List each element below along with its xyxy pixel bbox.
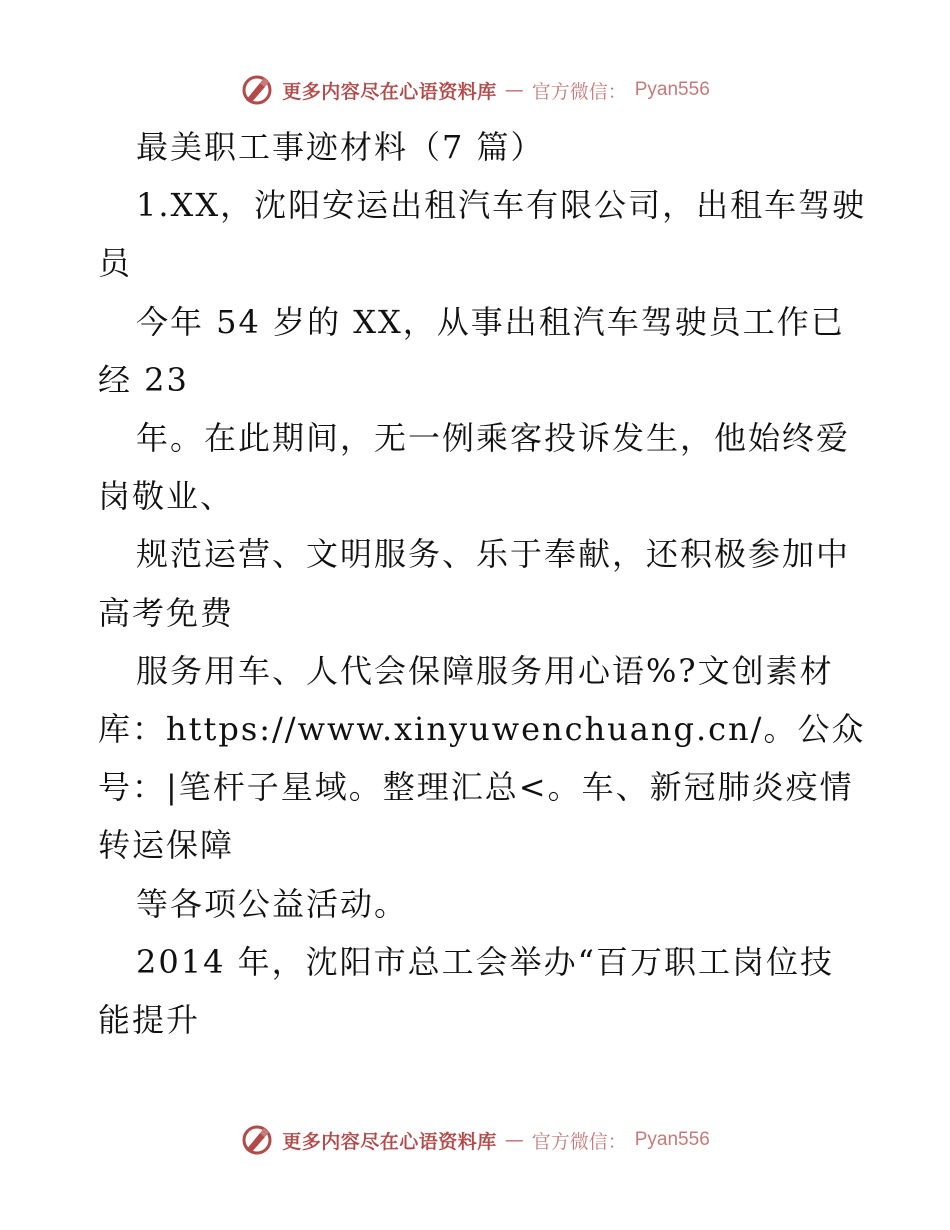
banner-separator: — <box>504 1129 524 1151</box>
footer-watermark-banner <box>0 1120 950 1160</box>
pen-logo-icon <box>240 1123 274 1157</box>
text-line: 今年 54 岁的 XX，从事出租汽车驾驶员工作已 <box>136 302 845 341</box>
text-line: 高考免费 <box>98 593 235 632</box>
banner-title: 更多内容尽在心语资料库 <box>282 1130 497 1153</box>
banner-wechat-id: Pyan556 <box>634 79 710 100</box>
text-line: 员 <box>98 244 133 283</box>
text-line: 经 23 <box>98 360 189 399</box>
header-banner-inner <box>240 73 710 107</box>
document-body <box>98 118 867 1049</box>
banner-wechat-label: 官方微信： <box>531 1130 627 1153</box>
banner-wechat-id: Pyan556 <box>634 1129 710 1150</box>
text-line: 转运保障 <box>98 826 235 865</box>
header-watermark-banner <box>0 70 950 110</box>
text-line: 1.XX，沈阳安运出租汽车有限公司，出租车驾驶 <box>136 186 867 225</box>
pen-logo-icon <box>240 73 274 107</box>
banner-separator: — <box>504 79 524 101</box>
footer-banner-inner <box>240 1123 710 1157</box>
text-line: 岗敬业、 <box>98 477 235 516</box>
text-line: 能提升 <box>98 1001 201 1040</box>
text-line: 等各项公益活动。 <box>136 884 409 923</box>
text-line: 号：|笔杆子星域。整理汇总<。车、新冠肺炎疫情 <box>98 768 854 807</box>
text-line: 年。在此期间，无一例乘客投诉发生，他始终爱 <box>136 419 851 458</box>
document-title: 最美职工事迹材料（7 篇） <box>136 128 545 166</box>
text-line: 规范运营、文明服务、乐于奉献，还积极参加中 <box>136 535 851 574</box>
text-line: 2014 年，沈阳市总工会举办“百万职工岗位技 <box>136 942 834 981</box>
text-line: 库：https://www.xinyuwenchuang.cn/。公众 <box>98 710 866 749</box>
text-line: 服务用车、人代会保障服务用心语%?文创素材 <box>136 651 834 690</box>
banner-title: 更多内容尽在心语资料库 <box>282 80 497 103</box>
banner-wechat-label: 官方微信： <box>531 80 627 103</box>
